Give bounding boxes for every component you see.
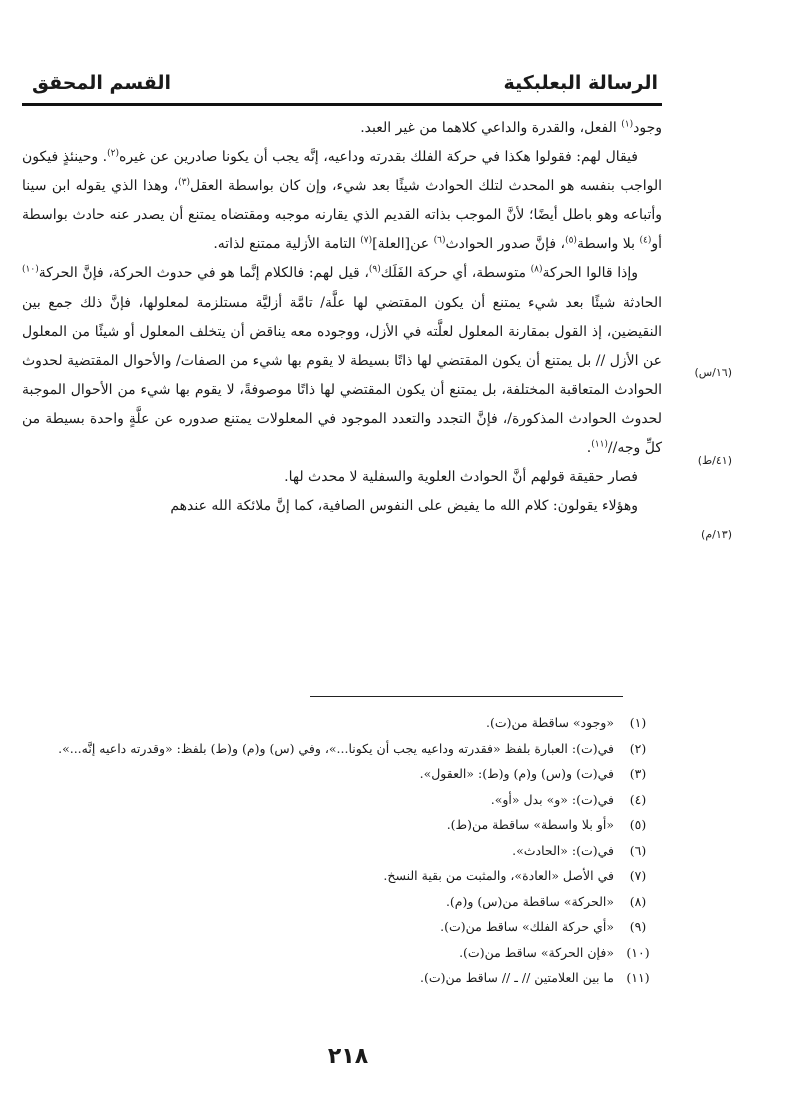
footnote-marker: (٣) bbox=[178, 177, 191, 188]
footnote-item bbox=[22, 761, 662, 787]
footnote-text: «فإن الحركة» ساقط من(ت). bbox=[459, 944, 614, 960]
footnote-marker: (٦) bbox=[433, 235, 446, 246]
text-run: الفعل، والقدرة والداعي كلاهما من غير العبد. bbox=[360, 120, 622, 136]
text-run: فيقال لهم: فقولوا هكذا في حركة الفلك بقدرته وداعيه، إنَّه يجب أن يكونا صادرين عن غيره bbox=[119, 149, 639, 166]
footnote-item bbox=[22, 710, 662, 736]
footnote-item bbox=[22, 736, 662, 762]
footnote-text: «أو بلا واسطة» ساقطة من(ط). bbox=[446, 817, 614, 832]
text-run: متوسطة، أي حركة الفَلَك bbox=[380, 265, 531, 282]
footnote-marker: (٥) bbox=[565, 235, 577, 246]
text-run: . وحينئذٍ فيكون الواجب بنفسه هو المحدث لتلك الحوادث شيئًا بعد شيء، وإن كان بواسطة العقل bbox=[22, 149, 662, 195]
text-run: ، وهذا الذي يقوله ابن سينا وأتباعه وهو باطل أيضًا؛ لأنَّ الموجب بذاته القديم الذي يقارنه موجبه ومقتضاه يمتنع أن يصدر عنه حادث بواسطة أو bbox=[22, 178, 662, 253]
paragraph-5: وهؤلاء يقولون: كلام الله ما يفيض على النفوس الصافية، كما إنَّ ملائكة الله عندهم bbox=[170, 498, 638, 515]
footnote-marker: (٧) bbox=[360, 235, 373, 246]
text-run: . bbox=[586, 440, 592, 457]
header-divider bbox=[22, 103, 662, 106]
paragraph-3 bbox=[22, 259, 662, 463]
margin-reference-s16: (١٦/س) bbox=[694, 366, 732, 379]
footnote-marker: (١) bbox=[621, 119, 634, 130]
page-number: ٢١٨ bbox=[327, 1044, 369, 1069]
text-run: الحادثة شيئًا بعد شيء يمتنع أن يكون المقتضي لها علَّة/ تامَّة أزليَّة مستلزمة لمعلولها، فإنَّ ذلك جمع بين النقيضين، إذ القول بمقارنة المعلول لعلَّته في الأزل، ووجوده معه يناقض أن يتخلف المعلول أو شيئًا من المعلول عن الأزل // بل يمتنع أن يكون المقتضي لها ذاتًا بسيطة لا يقوم بها شيء من الصفات/ والأحوال المقتضية لحدوث الحوادث المتعاقبة المختلفة، بل يمتنع أن يكون المقتضي لها ذاتًا موصوفةً، لا يقوم بها شيء من الأحوال الموجبة لحدوث الحوادث المذكورة/، فإنَّ التجدد والتعدد الموجود في المعلولات يمتنع صدوره عن علَّةٍ واحدة بسيطة من كلِّ وجه// bbox=[22, 294, 662, 457]
footnote-item bbox=[22, 863, 662, 889]
footnote-marker: (٨) bbox=[530, 264, 543, 275]
footnote-item bbox=[22, 940, 662, 966]
footnote-number: (١) bbox=[629, 715, 647, 730]
footnote-marker: (٩) bbox=[368, 264, 381, 275]
footnote-number: (٧) bbox=[629, 868, 647, 883]
paragraph-4: فصار حقيقة قولهم أنَّ الحوادث العلوية والسفلية لا محدث لها. bbox=[284, 469, 638, 486]
footnote-text: في الأصل «العادة»، والمثبت من بقية النسخ. bbox=[383, 868, 614, 883]
footnote-text: في(ت) و(س) و(م) و(ط): «العقول». bbox=[419, 766, 614, 781]
margin-reference-t41: (٤١/ط) bbox=[697, 454, 732, 467]
text-run: التامة الأزلية ممتنع لذاته. bbox=[213, 236, 361, 253]
footnote-marker: (١١) bbox=[591, 439, 608, 450]
footnote-text: ما بين العلامتين // ـ // ساقط من(ت). bbox=[420, 970, 614, 985]
footnote-number: (٩) bbox=[629, 919, 647, 934]
footnote-number: (١٠) bbox=[626, 944, 650, 960]
text-run: وإذا قالوا الحركة bbox=[542, 265, 638, 282]
footnote-item bbox=[22, 889, 662, 915]
footnote-text: «أي حركة الفلك» ساقط من(ت). bbox=[440, 919, 614, 934]
section-title: القسم المحقق bbox=[32, 72, 172, 94]
footnote-text: في(ت): «الحادث». bbox=[512, 842, 614, 858]
footnote-marker: (٢) bbox=[107, 148, 119, 159]
text-run: بلا واسطة bbox=[576, 236, 640, 253]
footnote-item bbox=[22, 787, 662, 813]
footnote-text: «وجود» ساقطة من(ت). bbox=[486, 715, 614, 730]
footnote-marker: (١٠) bbox=[22, 264, 39, 275]
margin-reference-m13: (١٣/م) bbox=[701, 528, 732, 541]
book-title: الرسالة البعلبكية bbox=[503, 72, 658, 94]
footnote-item bbox=[22, 914, 662, 940]
footnote-number: (٥) bbox=[629, 817, 647, 832]
footnote-item bbox=[22, 812, 662, 838]
footnote-divider bbox=[310, 696, 623, 697]
main-text bbox=[22, 114, 662, 521]
footnote-item bbox=[22, 965, 662, 991]
footnote-number: (٢) bbox=[629, 740, 647, 756]
paragraph-1 bbox=[22, 114, 662, 143]
text-run: وجود bbox=[633, 120, 662, 136]
footnote-number: (١١) bbox=[626, 970, 650, 985]
text-run: ، قيل لهم: فالكلام إنَّما هو في حدوث الحركة، فإنَّ الحركة bbox=[38, 265, 369, 282]
footnote-number: (٨) bbox=[629, 893, 647, 909]
footnote-number: (٦) bbox=[629, 842, 647, 858]
footnote-text: في(ت): «و» بدل «أو». bbox=[490, 791, 614, 807]
text-run: عن[العلة] bbox=[372, 236, 434, 253]
footnote-number: (٣) bbox=[629, 766, 647, 781]
footnote-marker: (٤) bbox=[639, 235, 652, 246]
footnote-number: (٤) bbox=[629, 791, 647, 807]
text-run: ، فإنَّ صدور الحوادث bbox=[445, 236, 566, 253]
running-header bbox=[22, 72, 658, 98]
footnotes-list bbox=[22, 710, 662, 991]
footnote-text: في(ت): العبارة بلفظ «فقدرته وداعيه يجب أن يكونا...»، وفي (س) و(م) و(ط) بلفظ: «وقدرته داعيه إنَّه...». bbox=[58, 740, 614, 756]
paragraph-2 bbox=[22, 143, 662, 259]
footnote-text: «الحركة» ساقطة من(س) و(م). bbox=[445, 893, 614, 909]
footnote-item bbox=[22, 838, 662, 864]
